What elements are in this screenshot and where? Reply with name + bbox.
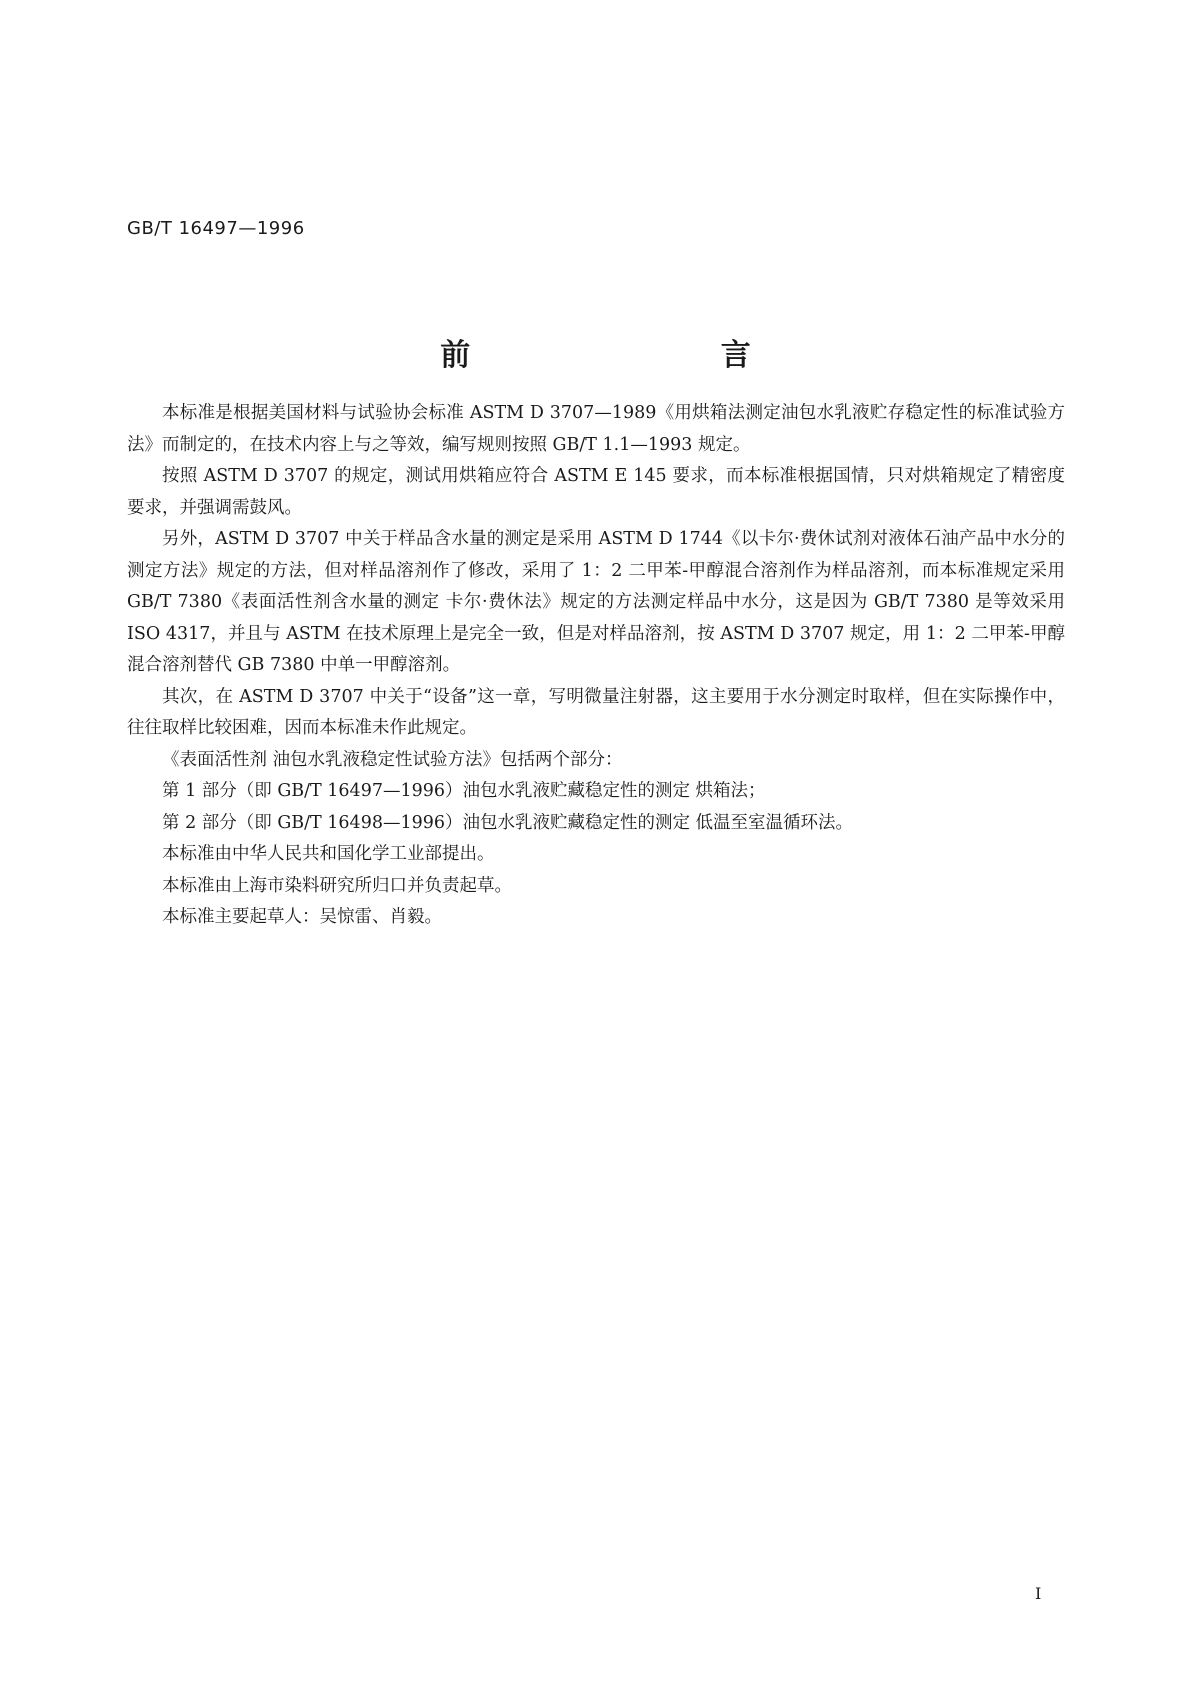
paragraph: 本标准主要起草人：吴惊雷、肖毅。 <box>162 907 442 927</box>
paragraph: 其次，在 ASTM D 3707 中关于“设备”这一章，写明微量注射器，这主要用于水分测定时取样，但在实际操作中，往往取样比较困难，因而本标准未作此规定。 <box>127 686 1065 738</box>
paragraph: 本标准由上海市染料研究所归口并负责起草。 <box>162 875 512 896</box>
paragraph: 本标准由中华人民共和国化学工业部提出。 <box>162 844 495 864</box>
paragraph: 本标准是根据美国材料与试验协会标准 ASTM D 3707—1989《用烘箱法测定油包水乳液贮存稳定性的标准试验方法》而制定的，在技术内容上与之等效，编写规则按照 GB/T 1.1—1993 规定。 <box>127 403 1065 455</box>
standard-code: GB/T 16497—1996 <box>127 218 305 239</box>
paragraph: 另外，ASTM D 3707 中关于样品含水量的测定是采用 ASTM D 1744《以卡尔·费休试剂对液体石油产品中水分的测定方法》规定的方法，但对样品溶剂作了修改，采用了 1：2 二甲苯-甲醇混合溶剂作为样品溶剂，而本标准规定采用 GB/T 7380《表面活性剂含水量的测定 卡尔·费休法》规定的方法测定样品中水分，这是因为 GB/T 7380 是等效采用 ISO 4317，并且与 ASTM 在技术原理上是完全一致，但是对样品溶剂，按 ASTM D 3707 规定，用 1：2 二甲苯-甲醇混合溶剂替代 GB 7380 中单一甲醇溶剂。 <box>127 529 1065 675</box>
page-number: I <box>1035 1584 1042 1603</box>
paragraph: 按照 ASTM D 3707 的规定，测试用烘箱应符合 ASTM E 145 要求，而本标准根据国情，只对烘箱规定了精密度要求，并强调需鼓风。 <box>127 466 1065 518</box>
paragraph: 《表面活性剂 油包水乳液稳定性试验方法》包括两个部分： <box>162 749 623 770</box>
paragraph: 第 2 部分（即 GB/T 16498—1996）油包水乳液贮藏稳定性的测定 低温至室温循环法。 <box>162 812 854 833</box>
foreword-body <box>127 398 1065 934</box>
paragraph: 第 1 部分（即 GB/T 16497—1996）油包水乳液贮藏稳定性的测定 烘箱法； <box>162 781 766 801</box>
page-title: 前 言 <box>440 338 871 373</box>
